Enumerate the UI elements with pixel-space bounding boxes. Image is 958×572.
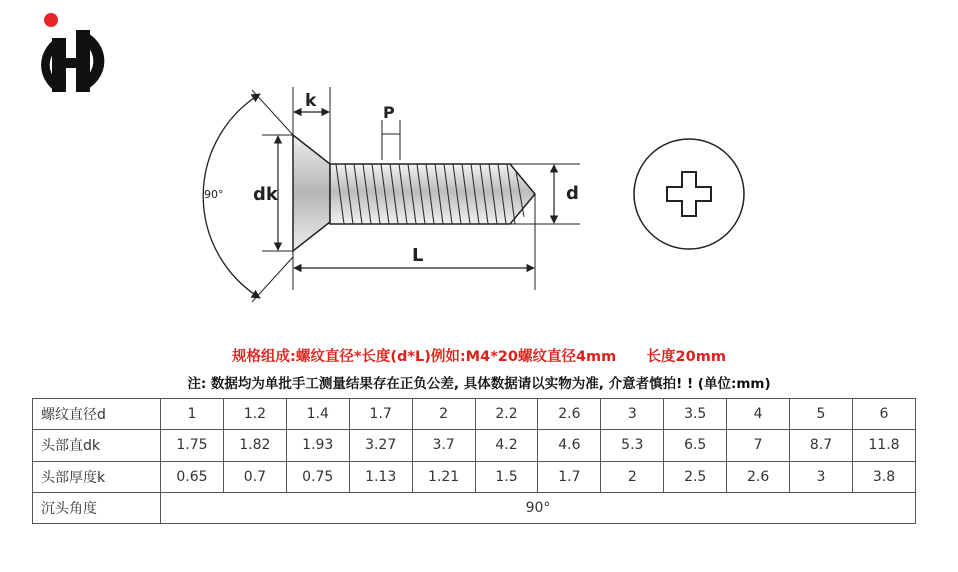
dimension-table xyxy=(32,398,916,524)
row-header: 沉头角度 xyxy=(33,492,161,523)
table-cell: 7 xyxy=(727,430,790,461)
spec-format-line: 规格组成:螺纹直径*长度(d*L)例如:M4*20螺纹直径4mm 长度20mm xyxy=(232,349,726,365)
p-label: P xyxy=(383,103,395,122)
logo-red-dot xyxy=(44,13,58,27)
angle-label: 90° xyxy=(204,188,224,201)
table-cell: 2.2 xyxy=(475,399,538,430)
table-cell: 1.7 xyxy=(538,461,601,492)
table-row xyxy=(33,430,916,461)
row-header: 螺纹直径d xyxy=(33,399,161,430)
screw-technical-drawing xyxy=(190,82,750,302)
table-cell: 1.93 xyxy=(286,430,349,461)
table-cell: 5.3 xyxy=(601,430,664,461)
table-cell: 1.21 xyxy=(412,461,475,492)
table-row xyxy=(33,399,916,430)
table-cell: 1.5 xyxy=(475,461,538,492)
table-cell: 1.13 xyxy=(349,461,412,492)
table-cell: 6.5 xyxy=(664,430,727,461)
table-cell: 1.7 xyxy=(349,399,412,430)
l-label: L xyxy=(412,245,424,266)
table-cell: 8.7 xyxy=(790,430,853,461)
logo-left-bar xyxy=(52,38,66,92)
angle-guide-top xyxy=(252,90,293,135)
table-cell: 1 xyxy=(161,399,224,430)
table-cell: 4.6 xyxy=(538,430,601,461)
table-cell: 3 xyxy=(601,399,664,430)
dk-label: dk xyxy=(253,184,278,205)
table-cell: 2 xyxy=(412,399,475,430)
table-cell: 5 xyxy=(790,399,853,430)
table-cell: 1.75 xyxy=(161,430,224,461)
logo-crossbar xyxy=(64,58,78,68)
table-cell: 0.65 xyxy=(161,461,224,492)
table-cell: 0.7 xyxy=(223,461,286,492)
table-cell: 2 xyxy=(601,461,664,492)
table-row xyxy=(33,461,916,492)
table-cell: 1.4 xyxy=(286,399,349,430)
table-cell: 0.75 xyxy=(286,461,349,492)
d-label: d xyxy=(566,183,579,204)
table-cell: 3.27 xyxy=(349,430,412,461)
table-cell: 11.8 xyxy=(852,430,915,461)
table-cell: 4 xyxy=(727,399,790,430)
screw-head xyxy=(293,135,330,251)
table-cell: 2.5 xyxy=(664,461,727,492)
row-header: 头部直dk xyxy=(33,430,161,461)
logo-right-bar xyxy=(76,30,90,92)
table-cell: 3.7 xyxy=(412,430,475,461)
brand-logo xyxy=(18,8,124,96)
table-cell: 1.82 xyxy=(223,430,286,461)
table-cell: 6 xyxy=(852,399,915,430)
angle-guide-bottom xyxy=(252,257,293,302)
head-top-view xyxy=(634,139,744,249)
measurement-note: 注: 数据均为单批手工测量结果存在正负公差, 具体数据请以实物为准, 介意者慎拍! ! (单位:mm) xyxy=(187,376,771,392)
table-cell: 3.5 xyxy=(664,399,727,430)
table-cell: 1.2 xyxy=(223,399,286,430)
table-cell: 3 xyxy=(790,461,853,492)
table-row-angle xyxy=(33,492,916,523)
table-cell: 4.2 xyxy=(475,430,538,461)
angle-cell: 90° xyxy=(161,492,916,523)
table-cell: 2.6 xyxy=(727,461,790,492)
table-cell: 3.8 xyxy=(852,461,915,492)
table-cell: 2.6 xyxy=(538,399,601,430)
row-header: 头部厚度k xyxy=(33,461,161,492)
k-label: k xyxy=(305,91,317,111)
